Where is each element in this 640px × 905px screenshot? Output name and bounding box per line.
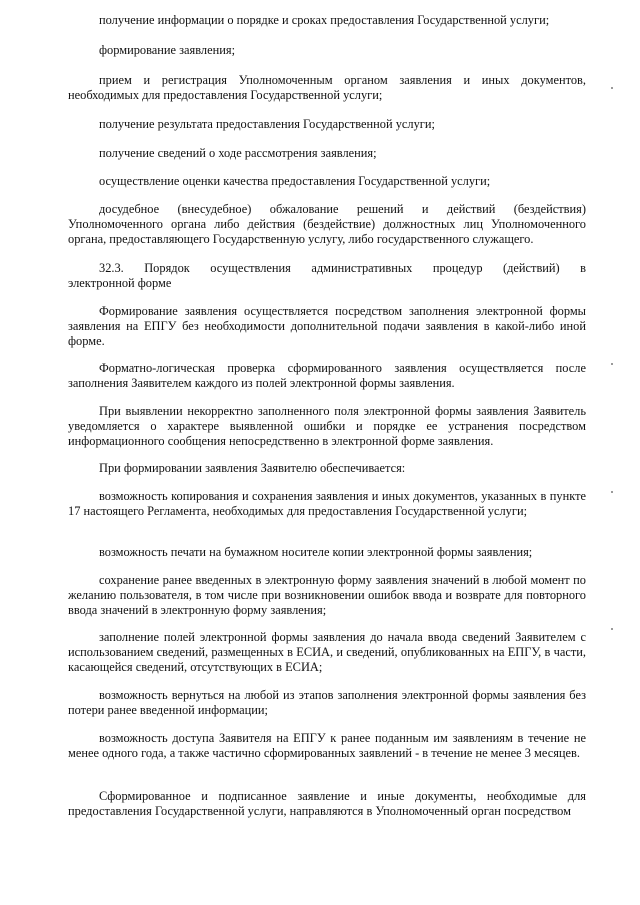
paragraph-error-notification: При выявлении некорректно заполненного поля электронной формы заявления Заявитель уведомляется о характере выявленной ошибки и порядке ее устранения посредством информационного сообщения непосредственно в электронной форме заявления. (68, 404, 586, 448)
section-word: административных (311, 261, 413, 275)
paragraph-copy-save: возможность копирования и сохранения заявления и иных документов, указанных в пункте 17 настоящего Регламента, необходимых для предоставления Государственной услуги; (68, 489, 586, 518)
paragraph-format-logic-check: Форматно-логическая проверка сформированного заявления осуществляется после заполнения Заявителем каждого из полей электронной формы заявления. (68, 361, 586, 390)
section-word: (действий) (502, 261, 560, 275)
section-word: в (580, 261, 586, 275)
margin-dot (611, 363, 613, 365)
paragraph-getting-result: получение результата предоставления Государственной услуги; (99, 117, 435, 131)
section-word: осуществления (210, 261, 291, 275)
paragraph-forming-application: формирование заявления; (99, 43, 236, 57)
section-word: процедур (432, 261, 483, 275)
paragraph-print-copy: возможность печати на бумажном носителе копии электронной формы заявления; (99, 545, 533, 559)
margin-dot (611, 491, 613, 493)
paragraph-applicant-provided: При формировании заявления Заявителю обеспечивается: (99, 461, 406, 475)
paragraph-submission: Сформированное и подписанное заявление и иные документы, необходимые для предоставления Государственной услуги, направляются в Уполномоченный орган посредством (68, 789, 586, 818)
paragraph-pretrial-appeal: досудебное (внесудебное) обжалование решений и действий (бездействия) Уполномоченного органа либо действия (бездействие) должностных лиц Уполномоченного органа, предоставляющего Государственную услугу, либо государственного служащего. (68, 202, 586, 246)
margin-dot (611, 87, 613, 89)
section-continuation: электронной форме (68, 276, 172, 290)
paragraph-access-history: возможность доступа Заявителя на ЕПГУ к ранее поданным им заявлениям в течение не менее одного года, а также частично сформированных заявлений - в течение не менее 3 месяцев. (68, 731, 586, 760)
paragraph-save-values: сохранение ранее введенных в электронную форму заявления значений в любой момент по желанию пользователя, в том числе при возникновении ошибок ввода и возврате для повторного ввода значений в электронную форму заявления; (68, 573, 586, 617)
paragraph-quality-assessment: осуществление оценки качества предоставления Государственной услуги; (99, 174, 491, 188)
section-word: Порядок (144, 261, 190, 275)
section-number: 32.3. (99, 261, 124, 275)
paragraph-status-info: получение сведений о ходе рассмотрения заявления; (99, 146, 377, 160)
paragraph-info-procedure: получение информации о порядке и сроках предоставления Государственной услуги; (99, 13, 550, 27)
paragraph-forming-on-portal: Формирование заявления осуществляется посредством заполнения электронной формы заявления на ЕПГУ без необходимости дополнительной подачи заявления в какой-либо иной форме. (68, 304, 586, 348)
paragraph-return-to-step: возможность вернуться на любой из этапов заполнения электронной формы заявления без потери ранее введенной информации; (68, 688, 586, 717)
section-heading-32-3 (68, 261, 586, 291)
margin-dot (611, 628, 613, 630)
paragraph-receipt-registration: прием и регистрация Уполномоченным органом заявления и иных документов, необходимых для предоставления Государственной услуги; (68, 73, 586, 102)
paragraph-prefill-fields: заполнение полей электронной формы заявления до начала ввода сведений Заявителем с использованием сведений, размещенных в ЕСИА, и сведений, опубликованных на ЕПГУ, в части, касающейся сведений, отсутствующих в ЕСИА; (68, 630, 586, 674)
